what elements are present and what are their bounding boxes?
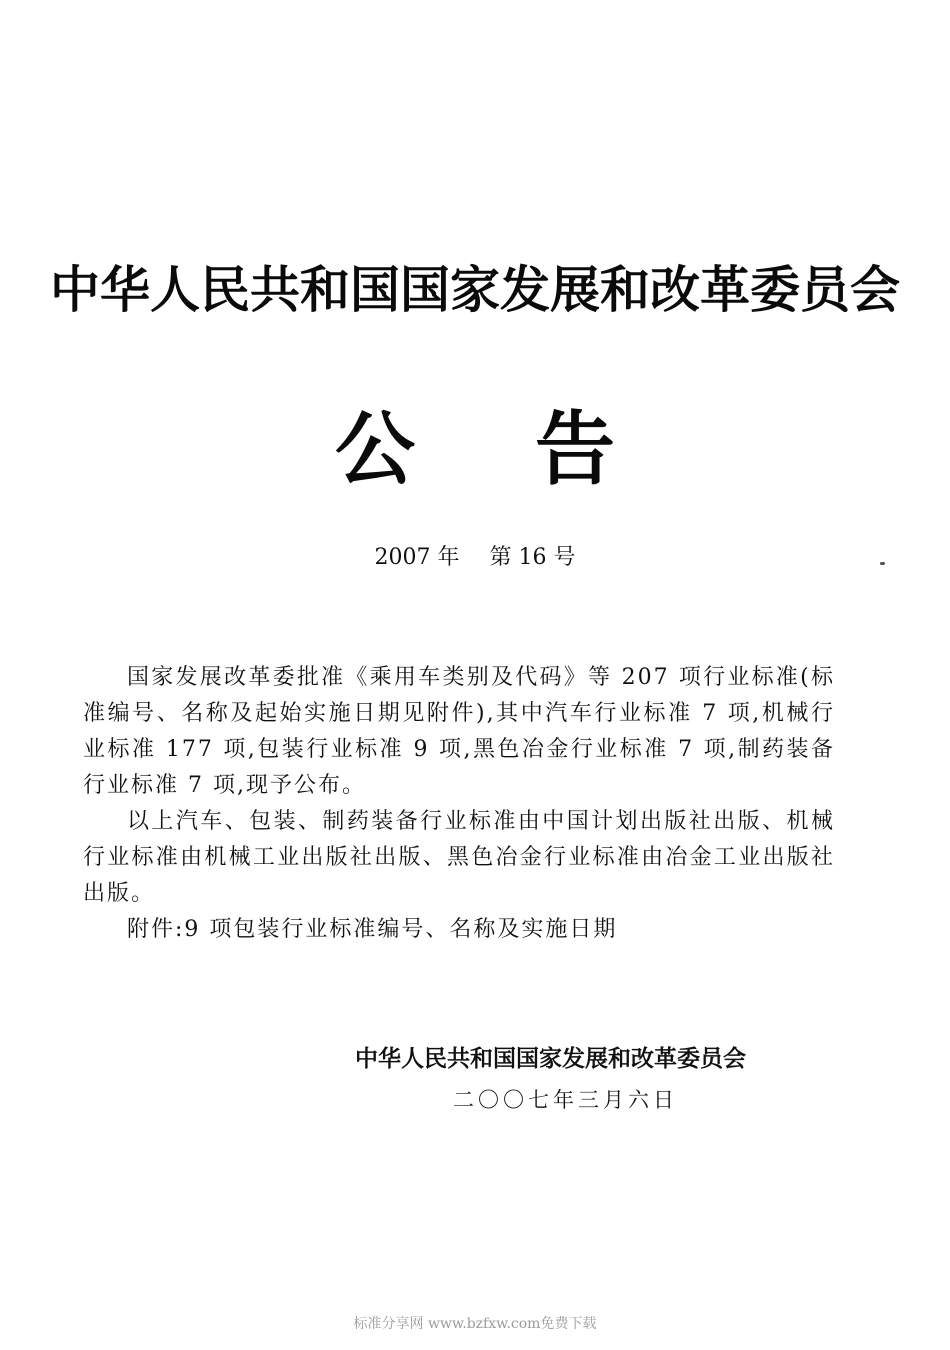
doc-type-char-1: 公 [335, 403, 415, 496]
footer-watermark: 标准分享网 www.bzfxw.com免费下载 [353, 1316, 597, 1332]
document-year: 2007 年 [374, 545, 460, 570]
document-type-heading [0, 385, 950, 500]
document-number [0, 540, 950, 571]
scan-speck [880, 562, 885, 565]
doc-type-char-2: 告 [535, 403, 615, 496]
document-serial: 第 16 号 [489, 545, 576, 570]
signature-organization: 中华人民共和国国家发展和改革委员会 [355, 1046, 746, 1072]
signature-date: 二〇〇七年三月六日 [453, 1088, 678, 1112]
body-paragraph-2: 以上汽车、包装、制药装备行业标准由中国计划出版社出版、机械行业标准由机械工业出版社出版、黑色冶金行业标准由冶金工业出版社出版。 [83, 809, 835, 906]
issuing-organization-title: 中华人民共和国国家发展和改革委员会 [50, 261, 900, 319]
attachment-note: 附件:9 项包装行业标准编号、名称及实施日期 [127, 917, 618, 942]
body-paragraph-1: 国家发展改革委批准《乘用车类别及代码》等 207 项行业标准(标准编号、名称及起始实施日期见附件),其中汽车行业标准 7 项,机械行业标准 177 项,包装行业标准 9 项,黑色冶金行业标准 7 项,制药装备行业标准 7 项,现予公布。 [83, 665, 835, 798]
announcement-body [83, 660, 835, 948]
